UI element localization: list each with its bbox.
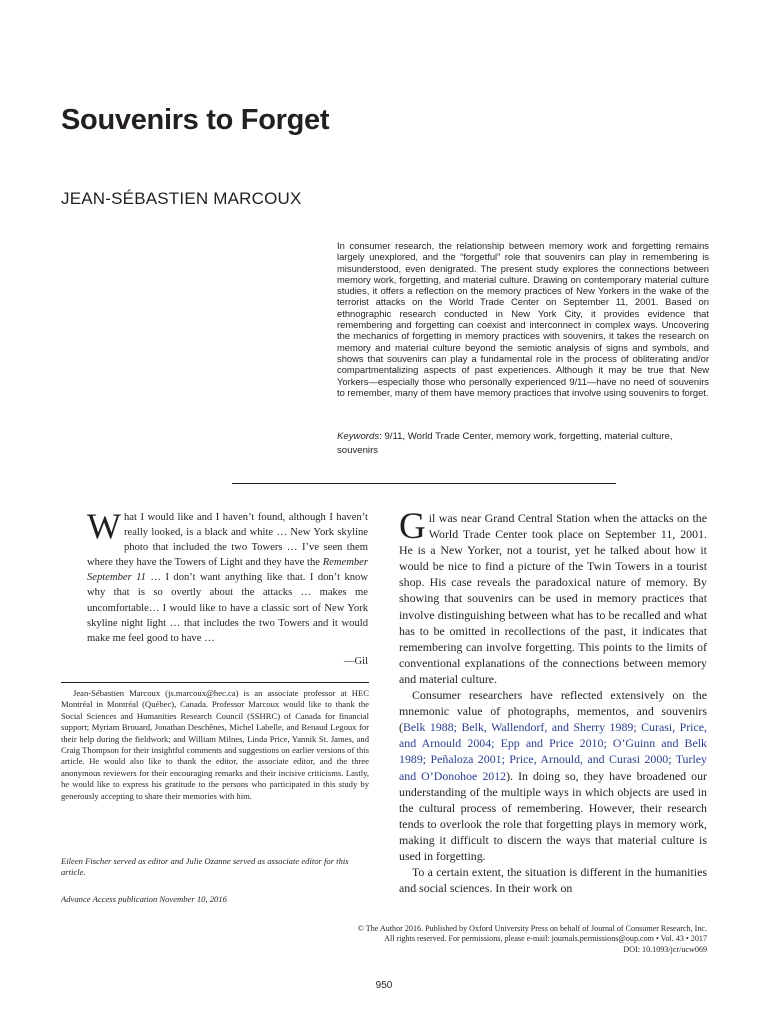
epigraph-dropcap: W [87,506,121,546]
body-paragraph-3: To a certain extent, the situation is different in the humanities and social sciences. In their work on [399,865,707,896]
body-paragraph-1 [399,506,707,687]
advance-access-note: Advance Access publication November 10, 2016 [61,894,227,904]
body-paragraph-2-after: ). In doing so, they have broadened our understanding of the multiple ways in which objects are used in the cultural process of remembering. However, their research tends to overlook the role that forgetting plays in memory work, making it difficult to discern the ways that material culture is used in forgetting. [399,768,707,863]
body-paragraph-1-text: il was near Grand Central Station when the attacks on the World Trade Center took place on September 11, 2001. He is a New Yorker, not a tourist, yet he talked about how it would be nice to find a picture of the Twin Towers in a tourist shop. His case reveals the paradoxical nature of memory. By showing that souvenirs can be used in memory practices that involve distinguishing between what has to be recalled and what has to be omitted in recollections of the past, it indicates that remembering can involve forgetting. This points to the limits of conventional explanations of the connections between memory and material culture. [399,511,707,686]
copyright-line-2: All rights reserved. For permissions, please e-mail: journals.permissions@oup.com • Vol. 43 • 2017 [384,934,707,944]
doi-line: DOI: 10.1093/jcr/ucw069 [623,944,707,954]
keywords [337,430,709,457]
body-paragraph-2-before: Consumer researchers have reflected extensively on the mnemonic value of photographs, mementos, and souvenirs ( [399,688,707,735]
epigraph-text-before: hat I would like and I haven’t found, although I haven’t really looked, is a black and white … New York skyline photo that included the two Towers … I’ve seen them where they have the Towers of Light and they have the [87,512,368,569]
abstract: In consumer research, the relationship between memory work and forgetting remains largely unexplored, and the “forgetful” role that souvenirs can play in remembering is misunderstood, even denigrated. The present study explores the connections between memory work, forgetting, and material culture. Drawing on contemporary material culture studies, it offers a reflection on the memory practices of New Yorkers in the wake of the terrorist attacks on the World Trade Center on September 11, 2001. Based on ethnographic research conducted in New York City, it provides evidence that remembering and forgetting can coexist and interconnect in complex ways. Uncovering the mechanics of forgetting in memory practices with souvenirs, it takes the research on memory and material culture beyond the semiotic analysis of signs and symbols, and shows that souvenirs can play a fundamental role in the process of obliterating and/or compartmentalizing aspects of past experiences. Although it may be true that New Yorkers—especially those who personally experienced 9/11—have no need of souvenirs to remember, many of them have memory practices that involve using souvenirs to forget. [337,240,709,398]
footnote-divider [61,682,369,683]
epigraph-italic-phrase: Remember September 11 [87,557,368,584]
article-author: JEAN-SÉBASTIEN MARCOUX [61,189,302,208]
citation-links[interactable]: Belk 1988; Belk, Wallendorf, and Sherry 1989; Curasi, Price, and Arnould 2004; Epp and Price 2010; O’Guinn and Belk 1989; Peñaloza 2001; Price, Arnould, and Curasi 2000; Turley and O’Donohoe 2012 [399,720,707,783]
epigraph [87,506,368,646]
author-footnote: Jean-Sébastien Marcoux (js.marcoux@hec.ca) is an associate professor at HEC Montréal in Montréal (Québec), Canada. Professor Marcoux would like to thank the Social Sciences and Humanities Research Council (SSHRC) of Canada for financial support; Myriam Brouard, Jonathan Deschênes, Michel Labelle, and Renaud Legoux for their help during the fieldwork; and William Milnes, Linda Price, Yannik St. James, and Craig Thompson for their insightful comments and suggestions on earlier versions of this article. He would also like to thank the editor, the associate editor, and the three anonymous reviewers for their encouraging remarks and their incisive criticisms. Lastly, he would like to express his gratitude to the persons who participated in this study by generously accepting to share their memories with him. [61,688,369,801]
keywords-label: Keywords [337,431,380,442]
epigraph-attribution: —Gil [343,656,368,667]
copyright-line-1: © The Author 2016. Published by Oxford University Press on behalf of Journal of Consumer Research, Inc. [357,924,707,933]
body-dropcap: G [399,506,426,547]
editors-note: Eileen Fischer served as editor and Julie Ozanne served as associate editor for this article. [61,856,349,878]
copyright-block [287,924,707,955]
page-number: 950 [375,980,393,991]
body-column [399,506,707,896]
body-paragraph-2 [399,687,707,864]
epigraph-text-after: … I don’t want anything like that. I don’t know why that is so overtly about the attacks … makes me uncomfortable… I would like to have a classic sort of New York skyline night light … that includes the two Towers and it would make me feel good to have … [87,572,368,644]
section-divider [232,483,616,484]
keywords-list: : 9/11, World Trade Center, memory work, forgetting, material culture, souvenirs [337,431,673,456]
article-title: Souvenirs to Forget [61,104,330,136]
